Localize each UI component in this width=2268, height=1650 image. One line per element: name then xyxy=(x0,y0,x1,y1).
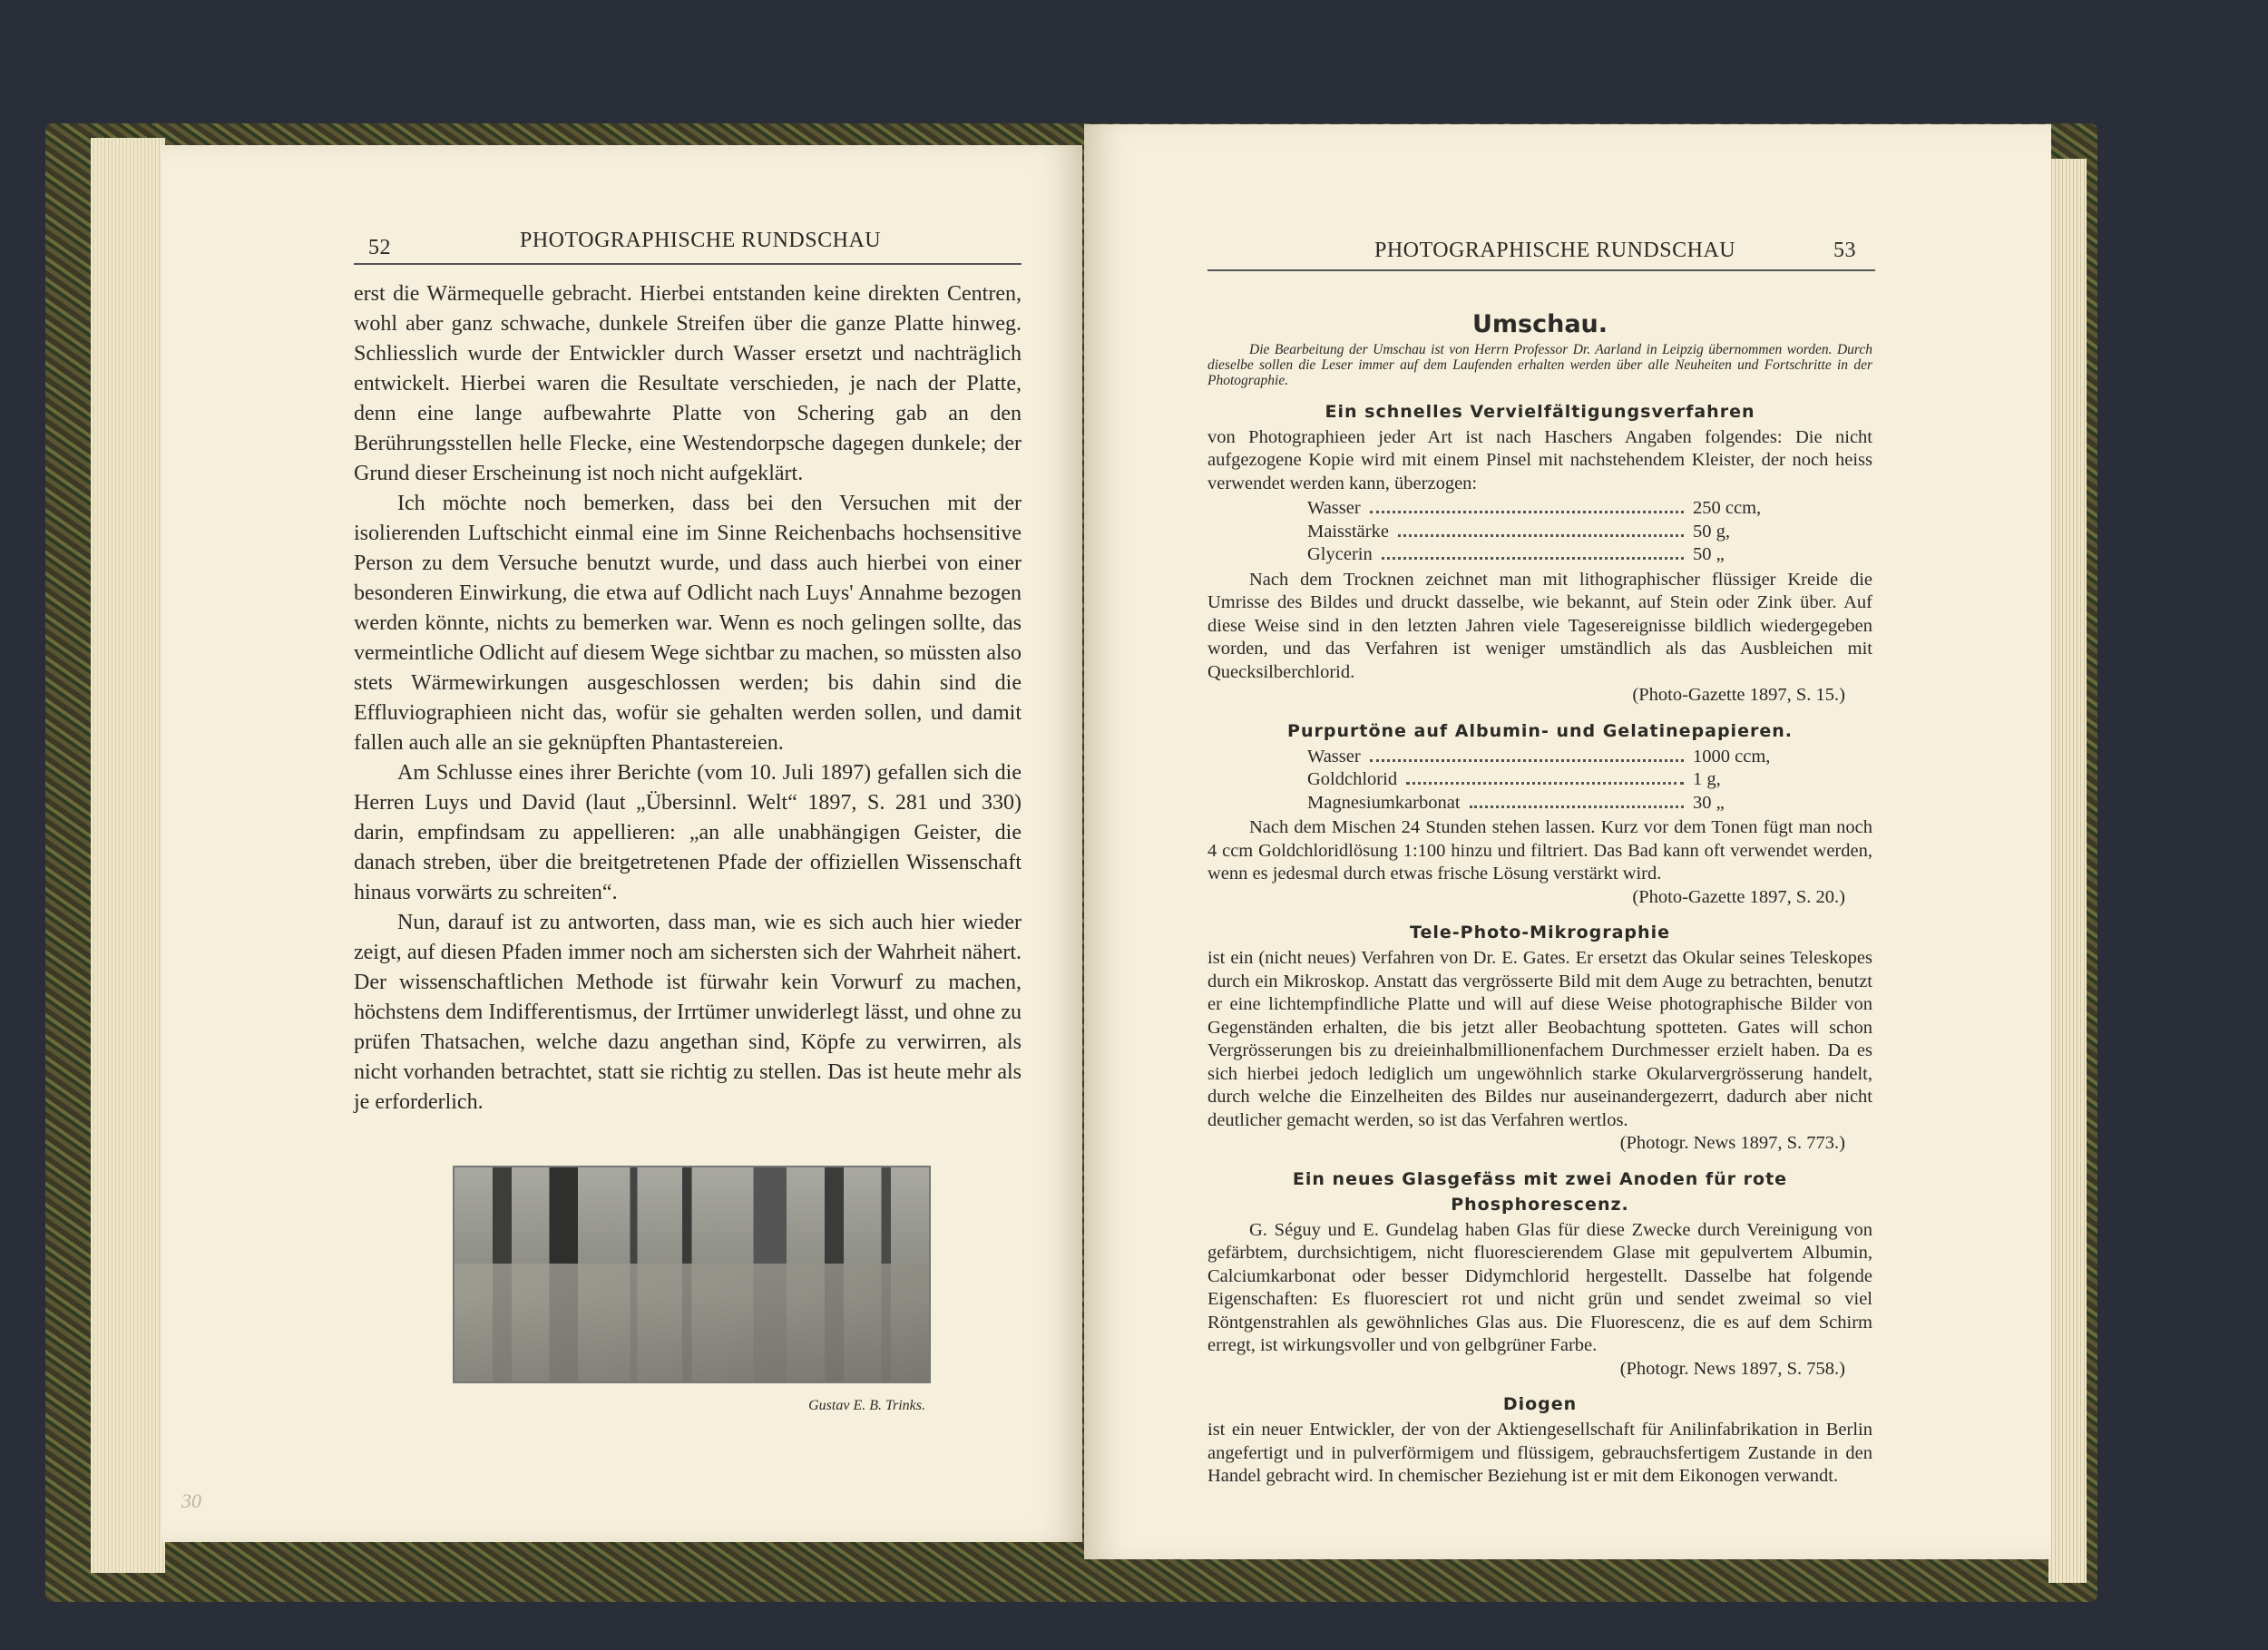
dot-leader xyxy=(1406,782,1684,785)
page-number: 53 xyxy=(1833,239,1856,262)
recipe-row xyxy=(1307,543,1779,567)
recipe-row xyxy=(1307,521,1779,544)
amount: 50 „ xyxy=(1693,544,1725,564)
article-text: Nach dem Mischen 24 Stunden stehen lassen. Kurz vor dem Tonen fügt man noch 4 ccm Goldchloridlösung 1:100 hinzu und filtriert. Das Bad kann oft verwendet werden, wenn es jedesmal durch etwas frische Lösung verstärkt wird. xyxy=(1207,817,1872,884)
header-rule xyxy=(354,263,1022,265)
pencil-note: 30 xyxy=(181,1489,201,1512)
paragraph: Nun, darauf ist zu antworten, dass man, wie es sich auch hier wieder zeigt, auf diesen Pfaden immer noch am sichersten sich der Wahrheit nähert. Der wissenschaftlichen Methode ist fürwahr kein Vorwurf zu machen, höchstens dem Indifferentismus, der Irrtümer unwiderlegt lässt, und ohne zu prüfen Thatsachen, welche dazu angethan sind, Köpfe zu verwirren, als nicht vorhanden betrachtet, statt sie richtig zu stellen. Das ist heute mehr als je erforderlich. xyxy=(354,911,1022,1114)
article-source: (Photo-Gazette 1897, S. 15.) xyxy=(1632,685,1845,705)
article xyxy=(1207,1167,1872,1382)
intro-note: Die Bearbeitung der Umschau ist von Herrn Professor Dr. Aarland in Leipzig übernommen worden. Durch dieselbe sollen die Leser immer auf dem Laufenden erhalten werden über alle Neuheiten und Fortschritte in der Photographie. xyxy=(1207,341,1872,388)
photo-caption: Gustav E. B. Trinks. xyxy=(808,1398,925,1413)
article-text: Nach dem Trocknen zeichnet man mit lithographischer flüssiger Kreide die Umrisse des Bildes und druckt dasselbe, wie bekannt, auf Stein oder Zink über. Auf diese Weise sind in den letzten Jahren viele Tagesereignisse bildlich wiedergegeben worden, und das Verfahren ist weniger umständlich als das Ausbleichen mit Quecksilberchlorid. xyxy=(1207,569,1872,682)
dot-leader xyxy=(1370,511,1684,513)
paragraph: erst die Wärmequelle gebracht. Hierbei entstanden keine direkten Centren, wohl aber ganz schwache, dunkele Streifen über die ganze Platte hinweg. Schliesslich wurde der Entwickler durch Wasser ersetzt und nachträglich entwickelt. Hierbei waren die Resultate verschieden, je nach der Platte, denn eine lange aufbewahrte Platte von Schering gab an den Berührungsstellen helle Flecke, eine Westendorpsche dagegen dunkele; der Grund dieser Erscheinung ist noch nicht aufgeklärt. xyxy=(354,282,1022,485)
article-text: ist ein neuer Entwickler, der von der Aktiengesellschaft für Anilinfabrikation in Berlin angefertigt und in pulverförmigem und flüssigem, gebrauchsfertigem Zustande in den Handel gebracht wird. In chemischer Beziehung ist er mit dem Eikonogen verwandt. xyxy=(1207,1420,1872,1486)
dot-leader xyxy=(1382,557,1684,560)
article xyxy=(1207,718,1872,910)
page-number: 52 xyxy=(368,236,391,259)
article-text: ist ein (nicht neues) Verfahren von Dr. E. Gates. Er ersetzt das Okular seines Teleskopes durch ein Mikroskop. Anstatt das vergrösserte Bild mit dem Auge zu betrachten, benutzt er eine lichtempfindliche Platte und will auf diese Weise photographische Bilder von Gegenständen erhalten, die bis jetzt aller Beobachtung spotteten. Gates will schon Vergrösserungen bis zu dreieinhalbmillionenfachem Durchmesser erzielt haben. Da es sich hierbei jedoch lediglich um ungewöhnlich starke Okularvergrösserung handelt, durch welche die Einzelheiten des Bildes nur auseinandergezerrt, dadurch aber nicht deutlicher gemacht werden, so ist das Verfahren wertlos. xyxy=(1207,948,1872,1130)
running-head: PHOTOGRAPHISCHE RUNDSCHAU xyxy=(520,229,882,252)
amount: 1000 ccm, xyxy=(1693,746,1771,766)
running-head: PHOTOGRAPHISCHE RUNDSCHAU xyxy=(1374,239,1736,262)
article-source: (Photogr. News 1897, S. 758.) xyxy=(1619,1358,1845,1379)
article-source: (Photo-Gazette 1897, S. 20.) xyxy=(1632,886,1845,907)
forest-photograph xyxy=(453,1166,931,1383)
ingredient: Goldchlorid xyxy=(1307,769,1398,789)
dot-leader xyxy=(1370,759,1684,762)
amount: 30 „ xyxy=(1693,792,1725,813)
recipe-table xyxy=(1307,497,1779,567)
article xyxy=(1207,399,1872,708)
dot-leader xyxy=(1470,805,1684,808)
ingredient: Magnesiumkarbonat xyxy=(1307,792,1461,813)
amount: 50 g, xyxy=(1693,521,1730,542)
paragraph: Am Schlusse eines ihrer Berichte (vom 10. Juli 1897) gefallen sich die Herren Luys und David (laut „Übersinnl. Welt“ 1897, S. 281 und 330) darin, empfindsam zu appellieren: „an alle unabhängigen Geister, die danach streben, über die breitgetretenen Pfade der offiziellen Wissenschaft hinaus vorwärts zu schreiten“. xyxy=(354,761,1022,904)
amount: 250 ccm, xyxy=(1693,498,1762,518)
left-page xyxy=(161,145,1082,1542)
amount: 1 g, xyxy=(1693,769,1721,789)
page-edges-left xyxy=(91,138,165,1573)
article-text: von Photographieen jeder Art ist nach Haschers Angaben folgendes: Die nicht aufgezogene Kopie wird mit einem Pinsel mit nachstehendem Kleister, der noch heiss verwendet werden kann, überzogen: xyxy=(1207,426,1872,493)
umschau-column xyxy=(1207,310,1872,1489)
recipe-row xyxy=(1307,792,1779,815)
article-text: G. Séguy und E. Gundelag haben Glas für diese Zwecke durch Vereinigung von gefärbtem, durchsichtigem, nicht fluorescierendem Glase mit gepulvertem Albumin, Calciumkarbonat oder besser Didymchlorid hergestellt. Dasselbe hat folgende Eigenschaften: Es fluoresciert rot und nicht grün und sendet zweimal so viel Röntgenstrahlen als gewöhnliches Glas aus. Die Fluorescenz, die es auf dem Schirm erregt, ist wirkungsvoller und von gelbgrüner Farbe. xyxy=(1207,1219,1872,1355)
dot-leader xyxy=(1398,534,1684,537)
article-heading: Tele-Photo-Mikrographie xyxy=(1410,923,1670,942)
ingredient: Glycerin xyxy=(1307,544,1373,564)
article xyxy=(1207,920,1872,1156)
section-title: Umschau. xyxy=(1471,310,1608,338)
article-heading: Purpurtöne auf Albumin- und Gelatinepapieren. xyxy=(1287,720,1793,741)
article xyxy=(1207,1391,1872,1489)
page-edges-right xyxy=(2048,159,2087,1583)
ingredient: Wasser xyxy=(1307,746,1361,766)
article-heading: Diogen xyxy=(1502,1394,1578,1414)
article-heading: Ein neues Glasgefäss mit zwei Anoden für rote Phosphorescenz. xyxy=(1292,1168,1788,1215)
article-source: (Photogr. News 1897, S. 773.) xyxy=(1619,1133,1845,1153)
recipe-row xyxy=(1307,497,1779,521)
recipe-row xyxy=(1307,768,1779,792)
ingredient: Maisstärke xyxy=(1307,521,1389,542)
header-rule xyxy=(1207,269,1875,271)
ingredient: Wasser xyxy=(1307,498,1361,518)
paragraph: Ich möchte noch bemerken, dass bei den Versuchen mit der isolierenden Luftschicht einmal eine im Sinne Reichenbachs hochsensitive Person zu dem Versuche benutzt wurde, und dass auch hierbei von einer besonderen Einwirkung, die etwa auf Odlicht nach Luys' Annahme bezogen werden könnte, nichts zu bemerken war. Wenn es noch gelingen sollte, das vermeintliche Odlicht auf diesem Wege sichtbar zu machen, so müssten also stets Wärmewirkungen ausgeschlossen werden; bis dahin sind die Effluviographieen nicht das, wofür sie gehalten werden sollen, und damit fallen auch alle an sie geknüpften Phantastereien. xyxy=(354,492,1022,755)
recipe-table xyxy=(1307,746,1779,815)
article-heading: Ein schnelles Vervielfältigungsverfahren xyxy=(1325,401,1755,422)
recipe-row xyxy=(1307,746,1779,769)
right-page xyxy=(1084,124,2051,1559)
body-text xyxy=(354,279,1022,1118)
